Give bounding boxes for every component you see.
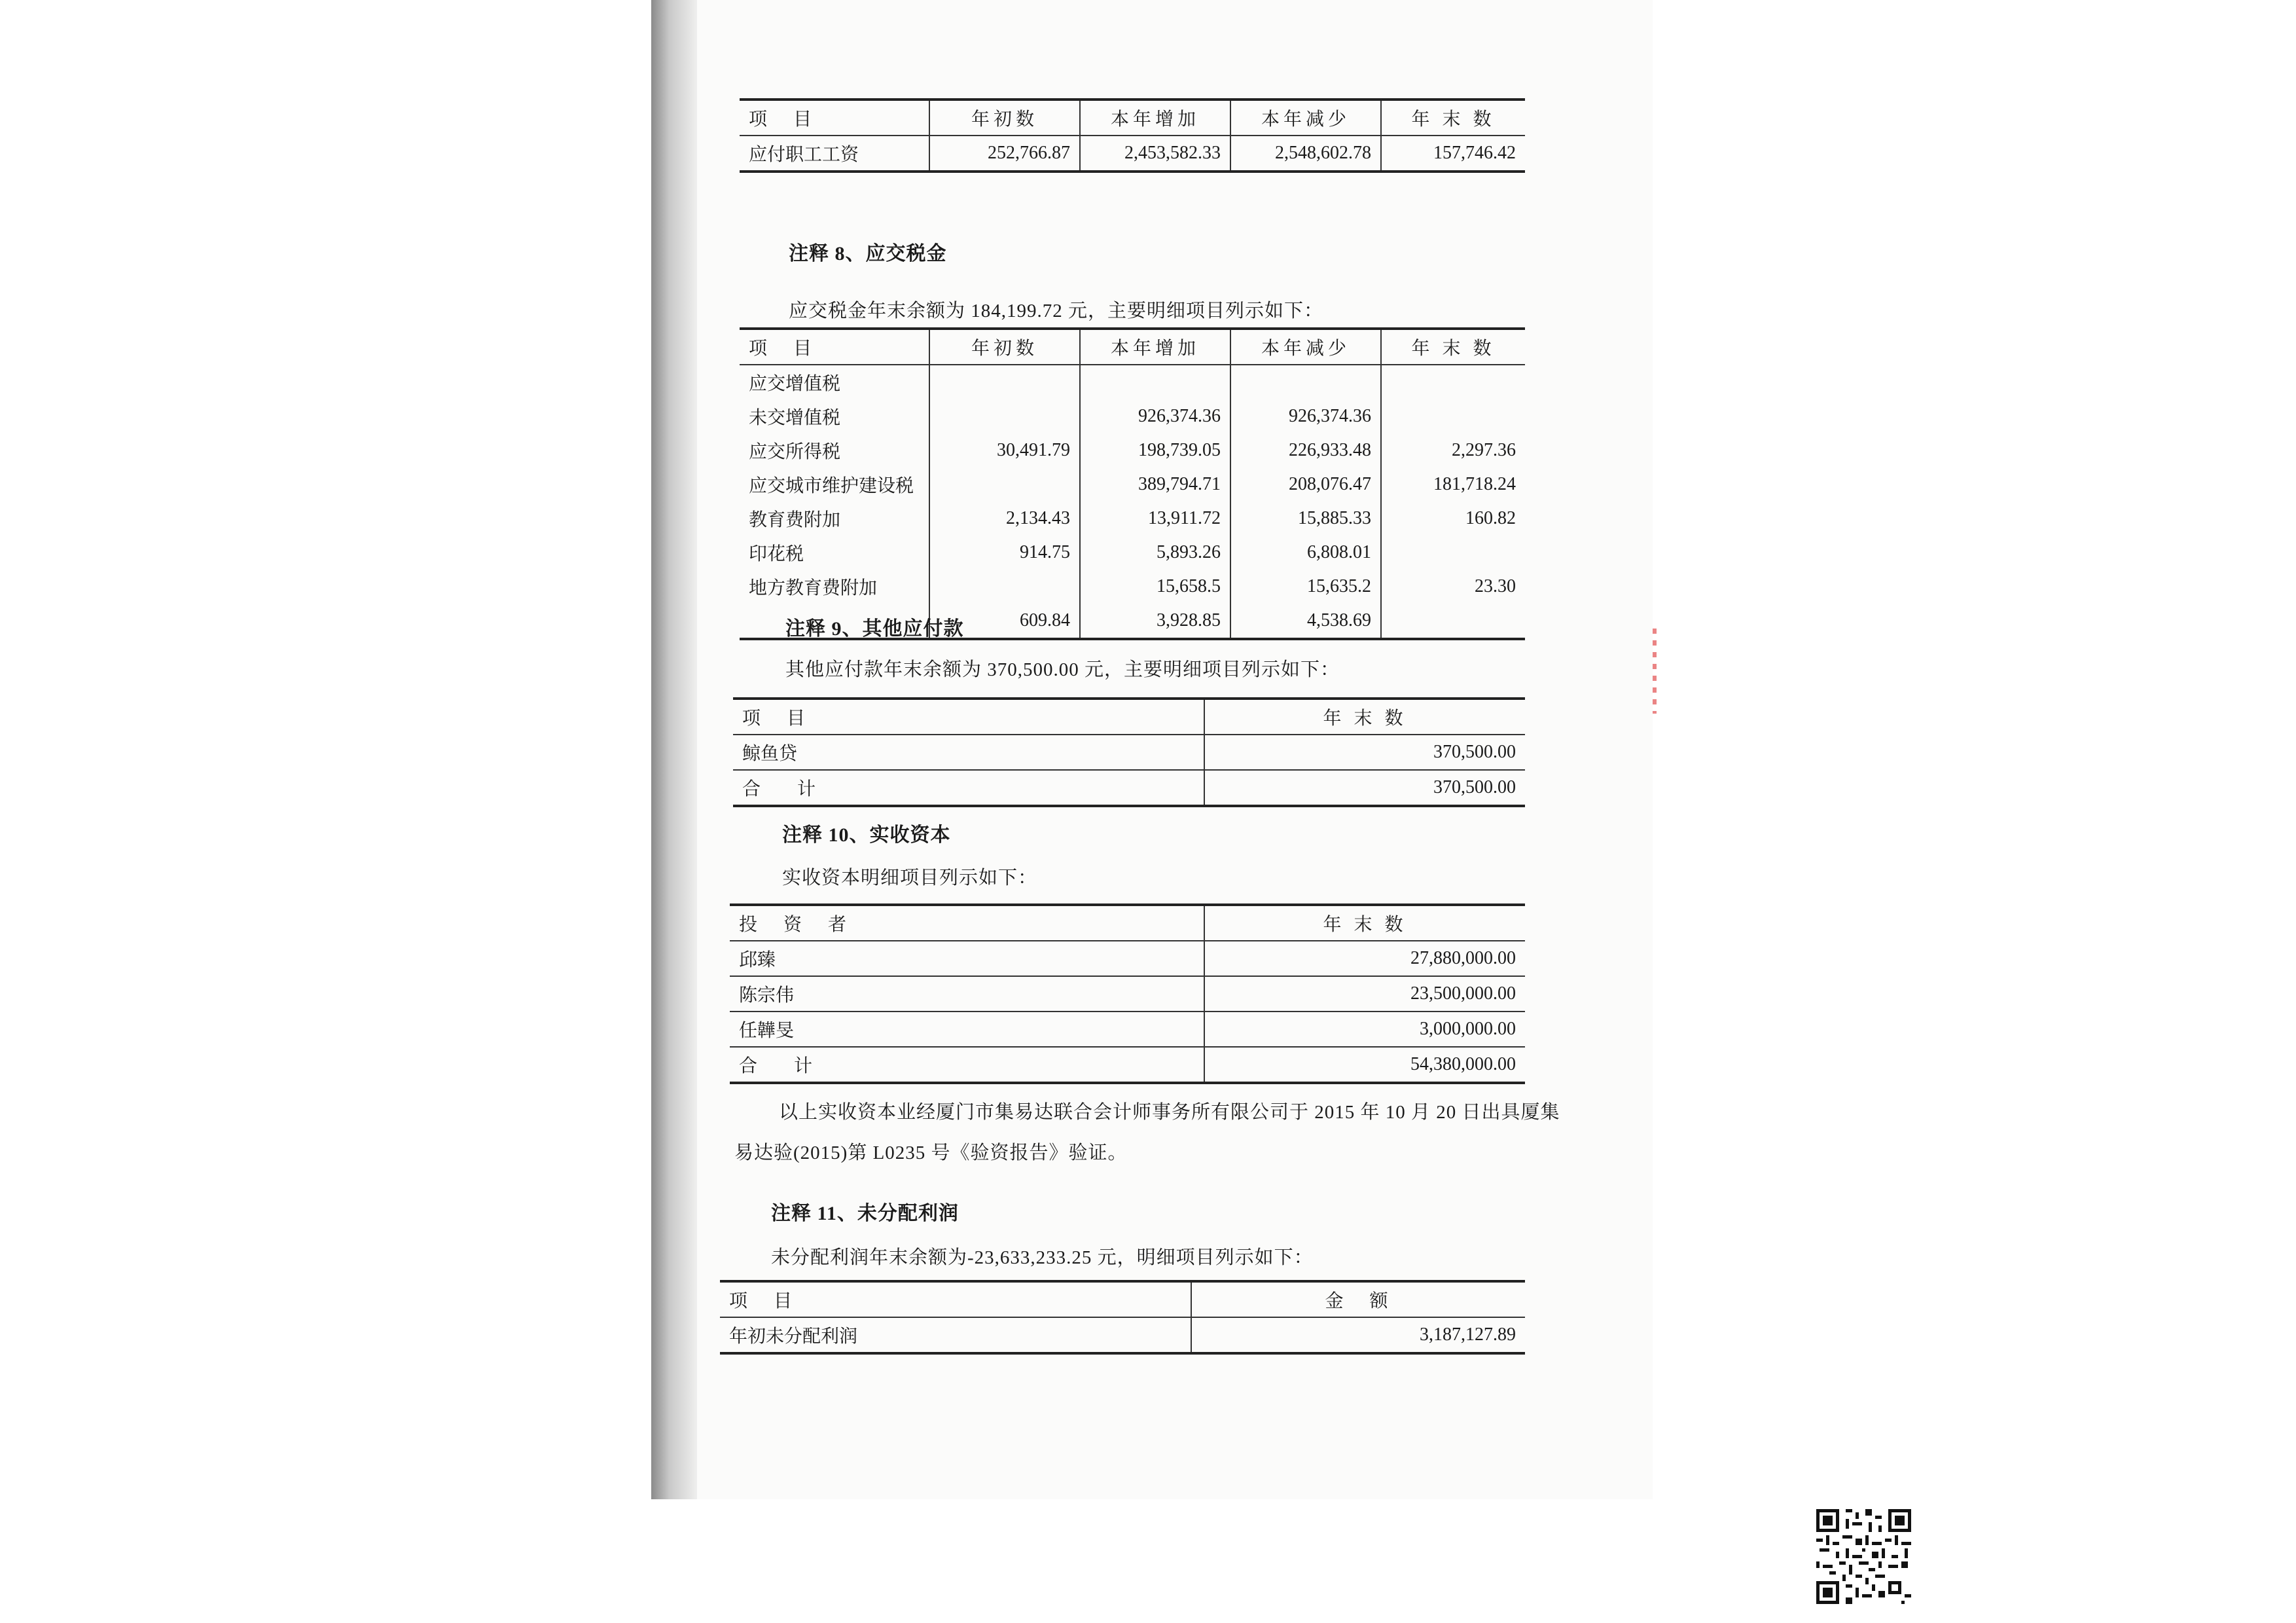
column-header: 本年减少 bbox=[1230, 100, 1381, 136]
row-label: 地方教育费附加 bbox=[749, 578, 878, 598]
cell-value: 3,928.85 bbox=[1080, 604, 1230, 639]
table-row bbox=[740, 570, 1525, 604]
cell-value bbox=[1381, 399, 1525, 433]
note8-intro: 应交税金年末余额为 184,199.72 元，主要明细项目列示如下： bbox=[789, 301, 1324, 321]
cell-value: 15,885.33 bbox=[1230, 501, 1381, 536]
qr-code-graphic bbox=[1816, 1509, 1911, 1604]
cell-value: 6,808.01 bbox=[1230, 536, 1381, 570]
cell-value: 15,658.5 bbox=[1080, 570, 1230, 604]
column-header: 年 末 数 bbox=[1381, 100, 1525, 136]
column-header: 本年增加 bbox=[1080, 100, 1230, 136]
cell-value: 208,076.47 bbox=[1230, 467, 1381, 501]
page-binding-shadow bbox=[651, 0, 697, 1499]
cell-value: 926,374.36 bbox=[1230, 399, 1381, 433]
table-header-row bbox=[740, 329, 1525, 365]
cell-value: 2,297.36 bbox=[1381, 433, 1525, 467]
note9-heading: 注释 9、其他应付款 bbox=[785, 618, 964, 640]
paid-in-capital-table bbox=[730, 903, 1525, 1084]
total-label: 合 计 bbox=[739, 1056, 822, 1076]
table-row bbox=[740, 433, 1525, 467]
cell-value: 23.30 bbox=[1381, 570, 1525, 604]
cell-value: 157,746.42 bbox=[1381, 136, 1525, 172]
note8-heading: 注释 8、应交税金 bbox=[789, 243, 947, 264]
cell-value: 2,548,602.78 bbox=[1230, 136, 1381, 172]
row-label: 应交所得税 bbox=[749, 442, 841, 462]
table-row bbox=[740, 467, 1525, 501]
page-edge-mark bbox=[1653, 629, 1657, 714]
column-header: 本年增加 bbox=[1080, 329, 1230, 365]
note10-paragraph-line2: 易达验(2015)第 L0235 号《验资报告》验证。 bbox=[734, 1142, 1128, 1163]
table-row bbox=[740, 399, 1525, 433]
row-label: 陈宗伟 bbox=[739, 985, 795, 1006]
cell-value: 914.75 bbox=[929, 536, 1080, 570]
cell-value: 27,880,000.00 bbox=[1204, 941, 1525, 976]
note11-intro: 未分配利润年末余额为-23,633,233.25 元，明细项目列示如下： bbox=[771, 1247, 1314, 1268]
cell-value bbox=[1381, 536, 1525, 570]
note10-heading: 注释 10、实收资本 bbox=[782, 824, 951, 846]
column-header: 金 额 bbox=[1191, 1281, 1525, 1317]
total-row bbox=[730, 1047, 1525, 1083]
note9-intro: 其他应付款年末余额为 370,500.00 元，主要明细项目列示如下： bbox=[785, 659, 1340, 680]
note11-heading: 注释 11、未分配利润 bbox=[771, 1203, 959, 1224]
table-header-row bbox=[720, 1281, 1525, 1317]
column-header: 年 末 数 bbox=[1204, 905, 1525, 941]
column-header: 年 末 数 bbox=[1381, 329, 1525, 365]
row-label: 印花税 bbox=[749, 544, 804, 564]
cell-value bbox=[929, 399, 1080, 433]
table-row bbox=[730, 976, 1525, 1012]
table-row bbox=[740, 536, 1525, 570]
row-label: 教育费附加 bbox=[749, 510, 841, 530]
table-header-row bbox=[740, 100, 1525, 136]
cell-value: 2,134.43 bbox=[929, 501, 1080, 536]
cell-value: 15,635.2 bbox=[1230, 570, 1381, 604]
column-header: 年初数 bbox=[929, 100, 1080, 136]
qr-code-icon bbox=[1816, 1509, 1911, 1604]
column-header: 项 目 bbox=[742, 708, 810, 729]
other-payables-table bbox=[733, 697, 1525, 807]
cell-value bbox=[929, 570, 1080, 604]
cell-value bbox=[1230, 365, 1381, 399]
undistributed-profit-table bbox=[720, 1280, 1525, 1355]
cell-value: 926,374.36 bbox=[1080, 399, 1230, 433]
cell-value: 198,739.05 bbox=[1080, 433, 1230, 467]
cell-value bbox=[929, 467, 1080, 501]
total-value: 54,380,000.00 bbox=[1204, 1047, 1525, 1083]
cell-value bbox=[1381, 604, 1525, 639]
cell-value: 181,718.24 bbox=[1381, 467, 1525, 501]
total-row bbox=[733, 770, 1525, 806]
wages-table bbox=[740, 98, 1525, 173]
row-label: 鲸鱼贷 bbox=[742, 744, 798, 764]
table-row bbox=[720, 1317, 1525, 1353]
cell-value: 370,500.00 bbox=[1204, 735, 1525, 770]
cell-value: 30,491.79 bbox=[929, 433, 1080, 467]
column-header: 年初数 bbox=[929, 329, 1080, 365]
cell-value: 5,893.26 bbox=[1080, 536, 1230, 570]
cell-value: 226,933.48 bbox=[1230, 433, 1381, 467]
column-header: 项 目 bbox=[749, 338, 816, 359]
cell-value: 2,453,582.33 bbox=[1080, 136, 1230, 172]
cell-value: 252,766.87 bbox=[929, 136, 1080, 172]
cell-value: 160.82 bbox=[1381, 501, 1525, 536]
table-row bbox=[730, 1012, 1525, 1047]
cell-value bbox=[1080, 365, 1230, 399]
total-label: 合 计 bbox=[742, 779, 825, 799]
note10-paragraph-line1: 以上实收资本业经厦门市集易达联合会计师事务所有限公司于 2015 年 10 月 20 日出具厦集 bbox=[779, 1102, 1560, 1123]
column-header: 投 资 者 bbox=[739, 915, 851, 935]
table-row bbox=[740, 501, 1525, 536]
cell-value bbox=[929, 365, 1080, 399]
cell-value: 13,911.72 bbox=[1080, 501, 1230, 536]
column-header: 本年减少 bbox=[1230, 329, 1381, 365]
table-row bbox=[740, 365, 1525, 399]
row-label: 任韡旻 bbox=[739, 1021, 795, 1041]
row-label: 应交城市维护建设税 bbox=[749, 476, 914, 496]
table-row bbox=[730, 941, 1525, 976]
table-header-row bbox=[733, 699, 1525, 735]
row-label: 年初未分配利润 bbox=[729, 1326, 858, 1347]
cell-value: 3,187,127.89 bbox=[1191, 1317, 1525, 1353]
note10-intro: 实收资本明细项目列示如下： bbox=[782, 867, 1038, 888]
column-header: 年 末 数 bbox=[1204, 699, 1525, 735]
column-header: 项 目 bbox=[749, 109, 816, 130]
table-row bbox=[740, 136, 1525, 172]
cell-value: 609.84 bbox=[929, 604, 1080, 639]
cell-value: 389,794.71 bbox=[1080, 467, 1230, 501]
row-label: 应付职工工资 bbox=[749, 145, 859, 165]
total-value: 370,500.00 bbox=[1204, 770, 1525, 806]
cell-value: 23,500,000.00 bbox=[1204, 976, 1525, 1012]
column-header: 项 目 bbox=[729, 1291, 797, 1311]
cell-value: 4,538.69 bbox=[1230, 604, 1381, 639]
table-row bbox=[733, 735, 1525, 770]
cell-value: 3,000,000.00 bbox=[1204, 1012, 1525, 1047]
row-label: 应交增值税 bbox=[749, 374, 841, 394]
table-header-row bbox=[730, 905, 1525, 941]
tax-table bbox=[740, 327, 1525, 640]
row-label: 邱臻 bbox=[739, 950, 776, 970]
row-label: 未交增值税 bbox=[749, 408, 841, 428]
cell-value bbox=[1381, 365, 1525, 399]
